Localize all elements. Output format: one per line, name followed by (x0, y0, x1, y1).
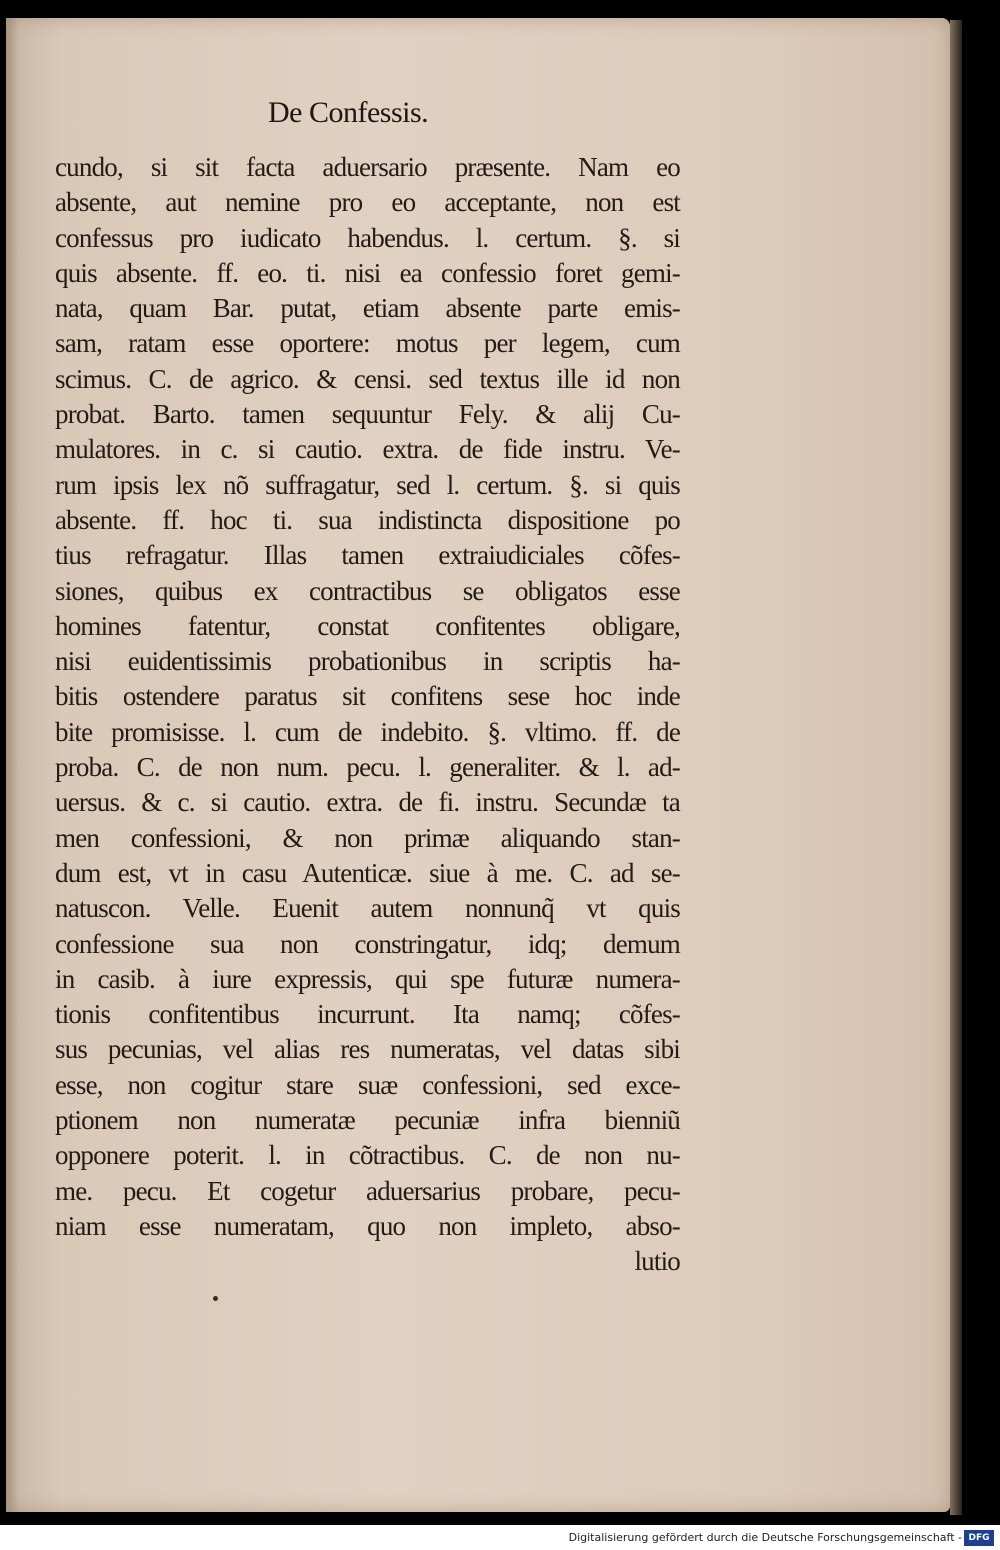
text-line: scimus. C. de agrico. & censi. sed textus ille id non (55, 363, 680, 394)
ink-speck (213, 1296, 218, 1301)
text-line: rum ipsis lex nõ suffragatur, sed l. certum. §. si quis (55, 469, 680, 500)
text-line: homines fatentur, constat confitentes obligare, (55, 610, 680, 641)
text-line: ptionem non numeratæ pecuniæ infra bienniũ (55, 1105, 680, 1136)
body-text (55, 150, 680, 1280)
text-line: siones, quibus ex contractibus se obligatos esse (55, 575, 680, 606)
text-line: cundo, si sit facta aduersario præsente. Nam eo (55, 152, 680, 182)
text-line: tius refragatur. Illas tamen extraiudiciales cõfes- (55, 540, 680, 571)
text-line: natuscon. Velle. Euenit autem nonnunq̃ vt quis (55, 893, 680, 924)
text-line: niam esse numeratam, quo non impleto, abso- (55, 1210, 680, 1241)
text-line: probat. Barto. tamen sequuntur Fely. & alij Cu- (55, 399, 680, 430)
text-line: absente. ff. hoc ti. sua indistincta dispositione po (55, 504, 680, 535)
text-line: proba. C. de non num. pecu. l. generaliter. & l. ad- (55, 752, 680, 783)
text-line: tionis confitentibus incurrunt. Ita namq; cõfes- (55, 999, 680, 1030)
running-head: De Confessis. (268, 96, 429, 129)
text-line: absente, aut nemine pro eo acceptante, non est (55, 187, 680, 218)
page-edge-shadow (950, 20, 962, 1515)
text-line: mulatores. in c. si cautio. extra. de fide instru. Ve- (55, 434, 680, 465)
text-line: sus pecunias, vel alias res numeratas, vel datas sibi (55, 1034, 680, 1065)
text-line: nata, quam Bar. putat, etiam absente parte emis- (55, 293, 680, 324)
text-line: bite promisisse. l. cum de indebito. §. vltimo. ff. de (55, 716, 680, 747)
text-line: confessus pro iudicato habendus. l. certum. §. si (55, 222, 680, 253)
text-line: lutio (634, 1246, 680, 1277)
text-line: bitis ostendere paratus sit confitens sese hoc inde (55, 681, 680, 712)
text-line: esse, non cogitur stare suæ confessioni, sed exce- (55, 1069, 680, 1100)
text-line: men confessioni, & non primæ aliquando stan- (55, 822, 680, 853)
digitization-footer (0, 1525, 1000, 1550)
text-line: quis absente. ff. eo. ti. nisi ea confessio foret gemi- (55, 257, 680, 288)
text-line: dum est, vt in casu Autenticæ. siue à me. C. ad se- (55, 857, 680, 888)
text-line: me. pecu. Et cogetur aduersarius probare, pecu- (55, 1175, 680, 1206)
dfg-logo: DFG (964, 1530, 994, 1546)
text-line: in casib. à iure expressis, qui spe futuræ numera- (55, 963, 680, 994)
text-line: sam, ratam esse oportere: motus per legem, cum (55, 328, 680, 359)
footer-credit: Digitalisierung gefördert durch die Deutsche Forschungsgemeinschaft - (568, 1531, 962, 1544)
text-line: uersus. & c. si cautio. extra. de fi. instru. Secundæ ta (55, 787, 680, 818)
text-line: confessione sua non constringatur, idq; demum (55, 928, 680, 959)
text-line: nisi euidentissimis probationibus in scriptis ha- (55, 646, 680, 677)
text-line: opponere poterit. l. in cõtractibus. C. de non nu- (55, 1140, 680, 1171)
